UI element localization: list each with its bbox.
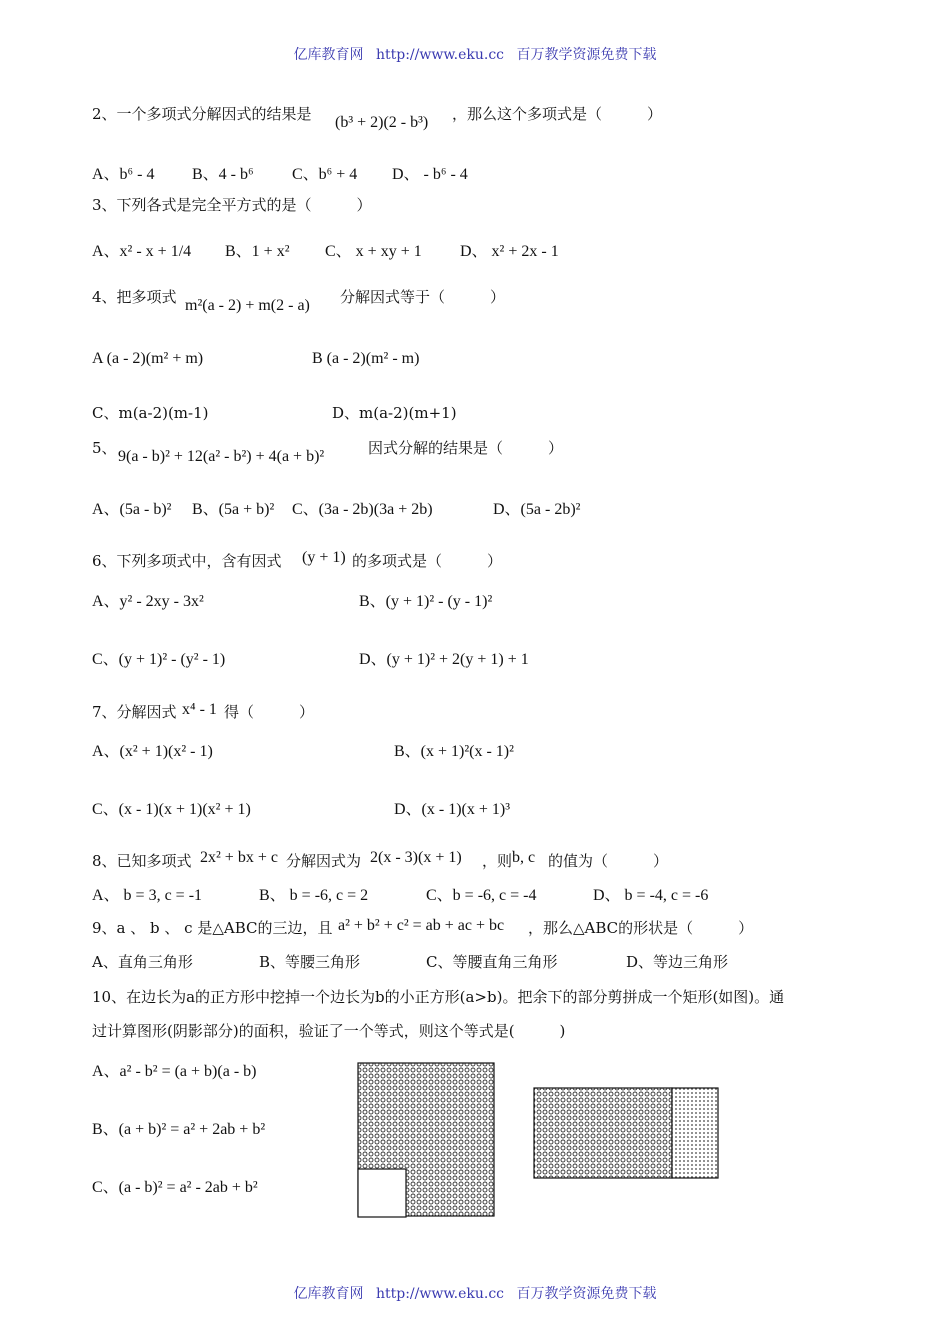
- rectangle-figure: [534, 1088, 718, 1178]
- q10-option-a: A、a² - b² = (a + b)(a - b): [92, 1063, 257, 1080]
- q4-option-d: D、m(a-2)(m+1): [332, 404, 457, 422]
- q2-option-d: D、 - b⁶ - 4: [392, 166, 468, 183]
- q7-option-a: A、(x² + 1)(x² - 1): [92, 743, 213, 760]
- q6-option-b: B、(y + 1)² - (y - 1)²: [359, 593, 493, 610]
- q2-option-a: A、b⁶ - 4: [92, 166, 155, 183]
- q3-option-c: C、 x + xy + 1: [325, 243, 422, 260]
- q4-tail: 分解因式等于（ ）: [340, 288, 506, 306]
- header-site: 亿库教育网: [293, 47, 364, 63]
- q2-stem: 2、一个多项式分解因式的结果是: [92, 105, 312, 123]
- q5-option-b: B、(5a + b)²: [192, 501, 275, 518]
- q6-tail: 的多项式是（ ）: [352, 552, 503, 570]
- big-square-figure: [358, 1063, 494, 1217]
- q10-figure: [350, 1055, 730, 1225]
- q8-mid: 分解因式为: [286, 852, 362, 870]
- small-square-cutout: [358, 1169, 406, 1217]
- q6-expr: (y + 1): [302, 549, 346, 566]
- q9-option-c: C、等腰直角三角形: [426, 953, 558, 971]
- q3-option-d: D、 x² + 2x - 1: [460, 243, 559, 260]
- q8-option-d: D、 b = -4, c = -6: [593, 887, 709, 904]
- q8-mid2: ，则: [482, 852, 513, 870]
- q7-option-c: C、(x - 1)(x + 1)(x² + 1): [92, 801, 251, 818]
- q6-option-d: D、(y + 1)² + 2(y + 1) + 1: [359, 651, 529, 668]
- q9-expr: a² + b² + c² = ab + ac + bc: [338, 917, 505, 934]
- q8-option-a: A、 b = 3, c = -1: [92, 887, 203, 904]
- q4-option-b: B (a - 2)(m² - m): [312, 350, 420, 367]
- q4-option-a: A (a - 2)(m² + m): [92, 350, 204, 367]
- q5-stem: 5、: [92, 439, 117, 457]
- q5-option-c: C、(3a - 2b)(3a + 2b): [292, 501, 433, 518]
- q7-expr: x⁴ - 1: [182, 701, 217, 718]
- q6-stem: 6、下列多项式中，含有因式: [92, 552, 282, 570]
- q8-stem: 8、已知多项式: [92, 852, 192, 870]
- q9-tail: ，那么△ABC的形状是（ ）: [528, 919, 754, 937]
- page-header: [0, 44, 950, 64]
- q5-tail: 因式分解的结果是（ ）: [368, 439, 564, 457]
- footer-url[interactable]: http://www.eku.cc: [375, 1286, 505, 1302]
- q10-option-c: C、(a - b)² = a² - 2ab + b²: [92, 1179, 258, 1196]
- q3-stem: 3、下列各式是完全平方式的是（ ）: [92, 196, 372, 214]
- q4-option-c: C、m(a-2)(m-1): [92, 404, 209, 422]
- footer-site: 亿库教育网: [293, 1286, 364, 1302]
- q6-option-a: A、y² - 2xy - 3x²: [92, 593, 204, 610]
- q8-expr1: 2x² + bx + c: [200, 849, 278, 866]
- q7-stem: 7、分解因式: [92, 703, 177, 721]
- q7-option-b: B、(x + 1)²(x - 1)²: [394, 743, 514, 760]
- q8-expr3: b, c: [512, 849, 536, 866]
- q7-option-d: D、(x - 1)(x + 1)³: [394, 801, 511, 818]
- q6-option-c: C、(y + 1)² - (y² - 1): [92, 651, 226, 668]
- q2-option-c: C、b⁶ + 4: [292, 166, 358, 183]
- q2-option-b: B、4 - b⁶: [192, 166, 254, 183]
- q5-option-d: D、(5a - 2b)²: [493, 501, 581, 518]
- q4-stem: 4、把多项式: [92, 288, 177, 306]
- q10-option-b: B、(a + b)² = a² + 2ab + b²: [92, 1121, 266, 1138]
- q7-tail: 得（ ）: [224, 703, 315, 721]
- q3-option-b: B、1 + x²: [225, 243, 290, 260]
- q3-option-a: A、x² - x + 1/4: [92, 243, 192, 260]
- header-slogan: 百万教学资源免费下载: [516, 47, 657, 63]
- q8-tail: 的值为（ ）: [548, 852, 669, 870]
- q9-stem: 9、a 、 b 、 c 是△ABC的三边，且: [92, 919, 333, 937]
- q10-line2: 过计算图形(阴影部分)的面积，验证了一个等式，则这个等式是( ): [92, 1022, 566, 1040]
- header-url[interactable]: http://www.eku.cc: [375, 47, 505, 63]
- q10-line1: 10、在边长为a的正方形中挖掉一个边长为b的小正方形(a>b)。把余下的部分剪拼成一个矩形(如图)。通: [92, 988, 785, 1006]
- q8-option-b: B、 b = -6, c = 2: [259, 887, 369, 904]
- q8-option-c: C、b = -6, c = -4: [426, 887, 537, 904]
- q9-option-b: B、等腰三角形: [259, 953, 361, 971]
- footer-slogan: 百万教学资源免费下载: [516, 1286, 657, 1302]
- q5-option-a: A、(5a - b)²: [92, 501, 172, 518]
- q2-tail: ，那么这个多项式是（ ）: [452, 105, 663, 123]
- q5-expr: 9(a - b)² + 12(a² - b²) + 4(a + b)²: [118, 448, 325, 465]
- q8-expr2: 2(x - 3)(x + 1): [370, 849, 462, 866]
- q9-option-d: D、等边三角形: [626, 953, 729, 971]
- q9-option-a: A、直角三角形: [92, 953, 193, 971]
- q2-expr: (b³ + 2)(2 - b³): [335, 114, 429, 131]
- page-footer: [0, 1283, 950, 1303]
- q4-expr: m²(a - 2) + m(2 - a): [185, 297, 310, 314]
